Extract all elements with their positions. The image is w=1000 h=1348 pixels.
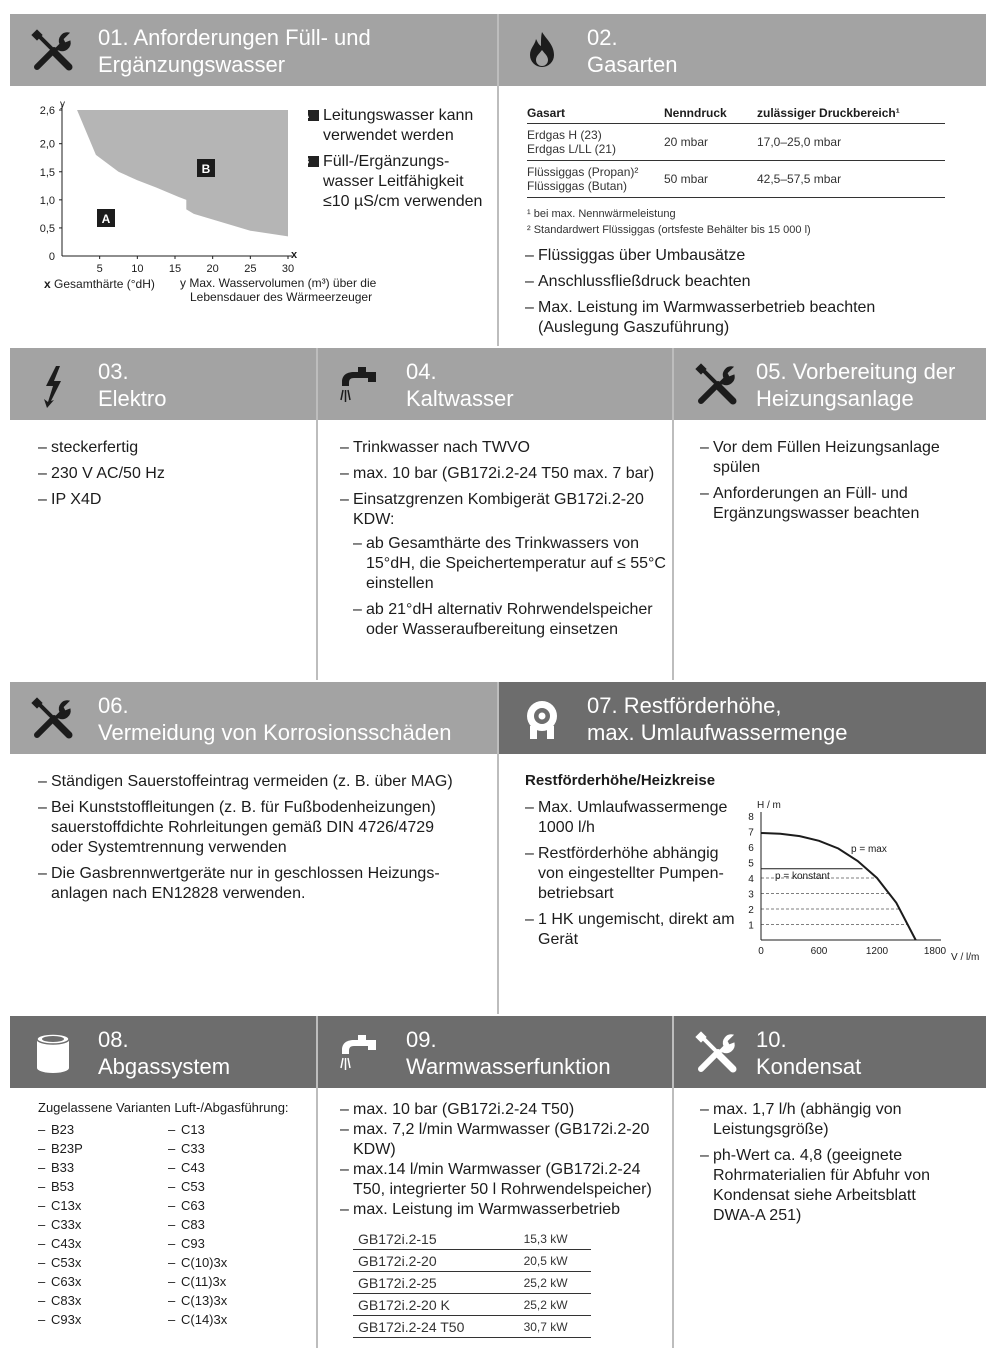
chart-x-axis-name: x bbox=[291, 249, 298, 261]
section-04 bbox=[318, 348, 672, 680]
list-item: – Trinkwasser nach TWVO bbox=[340, 438, 666, 458]
section-02-number: 02. bbox=[587, 25, 618, 50]
gas-cell bbox=[527, 161, 664, 198]
gas-footnotes bbox=[527, 206, 811, 238]
flue-pipe-icon bbox=[30, 1030, 76, 1076]
list-item: – C(10)3x bbox=[168, 1253, 288, 1272]
chart-x-ticks bbox=[97, 263, 295, 275]
tools-icon bbox=[694, 362, 740, 408]
legend-a-text: Leitungswasser kann verwendet werden bbox=[323, 107, 474, 144]
section-08 bbox=[10, 1016, 316, 1348]
list-item: – max. 10 bar (GB172i.2-24 T50 max. 7 bar) bbox=[340, 464, 666, 484]
list-item: – C43 bbox=[168, 1158, 288, 1177]
column-header: Nenndruck bbox=[664, 104, 757, 124]
list-item: – C63 bbox=[168, 1196, 288, 1215]
svg-text:A: A bbox=[101, 212, 111, 226]
sub-list-item: – ab 21°dH alternativ Rohrwendelspeicher oder Wasseraufbereitung einsetzen bbox=[353, 600, 666, 640]
legend-a bbox=[302, 106, 494, 146]
section-01-heading: Ergänzungswasser bbox=[98, 52, 286, 77]
list-item: – Bei Kunststoffleitungen (z. B. für Fußbodenheizungen) sauerstoffdichte Rohrleitungen gemäß DIN 4726/4729 oder Systemtrennung verwenden bbox=[38, 798, 468, 858]
section-09-title bbox=[406, 1026, 611, 1080]
list-item: – C(13)3x bbox=[168, 1291, 288, 1310]
gas-name: Erdgas H (23) bbox=[527, 128, 602, 142]
list-item: – C53x bbox=[38, 1253, 158, 1272]
power-cell: 25,2 kW bbox=[524, 1294, 591, 1316]
chart-region-a bbox=[97, 209, 115, 227]
table-row bbox=[353, 1316, 591, 1338]
x-tick-label: 5 bbox=[96, 263, 103, 275]
y-tick-label: 0,5 bbox=[39, 222, 55, 235]
section-07 bbox=[499, 682, 986, 1014]
table-row bbox=[353, 1272, 591, 1294]
power-cell: 30,7 kW bbox=[524, 1316, 591, 1338]
legend-a-tag: A bbox=[308, 110, 319, 121]
list-item: – C13x bbox=[38, 1196, 158, 1215]
section-07-number: 07. Restförderhöhe, bbox=[587, 693, 782, 718]
y-tick-label: 1 bbox=[748, 920, 754, 932]
section-06-list bbox=[38, 772, 468, 910]
section-04-list bbox=[340, 438, 666, 646]
chart-legend bbox=[302, 106, 494, 212]
x-tick-label: 15 bbox=[168, 263, 182, 275]
x-tick-label: 1200 bbox=[865, 946, 889, 957]
list-item: – ph-Wert ca. 4,8 (geeignete Rohrmaterialien für Abfuhr von Kondensat siehe Arbeitsblatt DWA-A 251) bbox=[700, 1146, 960, 1226]
list-item: – C83 bbox=[168, 1215, 288, 1234]
nenndruck-cell: 50 mbar bbox=[664, 161, 757, 198]
y-tick-label: 7 bbox=[748, 827, 754, 839]
list-item: – B53 bbox=[38, 1177, 158, 1196]
section-05-header bbox=[674, 348, 986, 420]
table-row bbox=[353, 1250, 591, 1272]
gas-name: Erdgas L/LL (21) bbox=[527, 142, 616, 156]
chart-y-ticks bbox=[40, 105, 55, 263]
series-p-max-line bbox=[761, 833, 916, 940]
gas-cell bbox=[527, 124, 664, 161]
section-09-header bbox=[318, 1016, 672, 1088]
list-item: – Ständigen Sauerstoffeintrag vermeiden (z. B. über MAG) bbox=[38, 772, 468, 792]
chart-x-axis-name: V / l/m bbox=[951, 952, 980, 963]
faucet-icon bbox=[338, 1030, 384, 1076]
section-04-header bbox=[318, 348, 672, 420]
x-label-prefix: x bbox=[44, 277, 51, 291]
list-item: – steckerfertig bbox=[38, 438, 298, 458]
section-07-heading: max. Umlaufwassermenge bbox=[587, 720, 848, 745]
section-02-heading: Gasarten bbox=[587, 52, 678, 77]
list-item: – B23 bbox=[38, 1120, 158, 1139]
tools-icon bbox=[694, 1030, 740, 1076]
list-item-text: Einsatzgrenzen Kombigerät GB172i.2-20 KDW: bbox=[353, 491, 644, 528]
table-row bbox=[353, 1294, 591, 1316]
x-tick-label: 20 bbox=[206, 263, 219, 275]
section-09-heading: Warmwasserfunktion bbox=[406, 1054, 611, 1079]
chart-region-b bbox=[197, 159, 215, 177]
section-05 bbox=[674, 348, 986, 680]
section-01-number: 01. Anforderungen Füll- und bbox=[98, 25, 371, 50]
x-label-text: Gesamthärte (°dH) bbox=[54, 277, 155, 291]
column-header: zulässiger Druckbereich¹ bbox=[757, 104, 945, 124]
gas-name: Flüssiggas (Butan) bbox=[527, 179, 628, 193]
list-item: – C(14)3x bbox=[168, 1310, 288, 1329]
section-05-title bbox=[756, 358, 955, 412]
legend-b bbox=[302, 152, 494, 212]
y-tick-label: 4 bbox=[748, 874, 754, 885]
section-10-number: 10. bbox=[756, 1027, 787, 1052]
pump-icon bbox=[519, 696, 565, 742]
section-03 bbox=[10, 348, 316, 680]
table-row bbox=[527, 161, 945, 198]
x-tick-label: 0 bbox=[758, 946, 764, 957]
x-tick-label: 30 bbox=[281, 263, 295, 275]
section-05-heading: Heizungsanlage bbox=[756, 386, 914, 411]
variant-list-1 bbox=[38, 1120, 158, 1329]
list-item: – C83x bbox=[38, 1291, 158, 1310]
druckbereich-cell: 42,5–57,5 mbar bbox=[757, 161, 945, 198]
list-item: – C93 bbox=[168, 1234, 288, 1253]
section-10-heading: Kondensat bbox=[756, 1054, 862, 1079]
y-tick-label: 2 bbox=[748, 905, 754, 916]
druckbereich-cell: 17,0–25,0 mbar bbox=[757, 124, 945, 161]
power-cell: 20,5 kW bbox=[524, 1250, 591, 1272]
series-p-max-label: p = max bbox=[851, 844, 887, 855]
section-07-title bbox=[587, 692, 847, 746]
section-01-header bbox=[10, 14, 497, 86]
x-tick-label: 10 bbox=[131, 263, 144, 275]
tools-icon bbox=[30, 28, 76, 74]
section-03-title bbox=[98, 358, 166, 412]
section-03-header bbox=[10, 348, 316, 420]
section-06-heading: Vermeidung von Korrosionsschäden bbox=[98, 720, 452, 745]
sub-list-item: – ab Gesamthärte des Trinkwassers von 15°dH, die Speichertemperatur auf ≤ 55°C einstellen bbox=[353, 534, 666, 594]
y-label-text: Max. Wasservolumen (m³) über die Lebensdauer des Wärmeerzeuger bbox=[189, 276, 377, 304]
list-item: – max.14 l/min Warmwasser (GB172i.2-24 T50, integrierter 50 l Rohrwendelspeicher) bbox=[340, 1160, 666, 1200]
list-item: – B33 bbox=[38, 1158, 158, 1177]
table-header-row bbox=[527, 104, 945, 124]
list-item: – Flüssiggas über Umbausätze bbox=[525, 246, 905, 266]
y-tick-label: 5 bbox=[748, 858, 754, 870]
model-cell: GB172i.2-15 bbox=[353, 1228, 524, 1250]
section-03-number: 03. bbox=[98, 359, 129, 384]
list-item: – max. 7,2 l/min Warmwasser (GB172i.2-20 KDW) bbox=[340, 1120, 666, 1160]
x-tick-label: 1800 bbox=[923, 946, 947, 957]
pump-curve-chart bbox=[739, 794, 985, 964]
section-03-list bbox=[38, 438, 298, 516]
nenndruck-cell: 20 mbar bbox=[664, 124, 757, 161]
y-tick-label: 8 bbox=[748, 812, 754, 823]
list-item: – Die Gasbrennwertgeräte nur in geschlossen Heizungs-anlagen nach EN12828 verwenden. bbox=[38, 864, 468, 904]
chart-x-ticks bbox=[758, 946, 946, 957]
list-item: – IP X4D bbox=[38, 490, 298, 510]
list-item: – C33x bbox=[38, 1215, 158, 1234]
section-03-heading: Elektro bbox=[98, 386, 167, 411]
section-09-number: 09. bbox=[406, 1027, 437, 1052]
section-02-title bbox=[587, 24, 678, 78]
list-item: – C63x bbox=[38, 1272, 158, 1291]
section-06-header bbox=[10, 682, 497, 754]
y-tick-label: 6 bbox=[748, 843, 754, 854]
section-02-header bbox=[499, 14, 986, 86]
gas-name: Flüssiggas (Propan)² bbox=[527, 165, 639, 179]
chart-x-label bbox=[44, 276, 184, 292]
section-08-number: 08. bbox=[98, 1027, 129, 1052]
section-04-number: 04. bbox=[406, 359, 437, 384]
gas-table bbox=[527, 104, 945, 198]
list-item: – Max. Umlaufwassermenge 1000 l/h bbox=[525, 798, 735, 838]
x-tick-label: 25 bbox=[244, 263, 257, 275]
footnote-2: ² Standardwert Flüssiggas (ortsfeste Behälter bis 15 000 l) bbox=[527, 224, 811, 236]
section-08-heading: Abgassystem bbox=[98, 1054, 231, 1079]
list-item: – max. 1,7 l/h (abhängig von Leistungsgröße) bbox=[700, 1100, 960, 1140]
section-05-list bbox=[700, 438, 970, 530]
chart-y-ticks bbox=[748, 812, 754, 932]
y-tick-label: 2,0 bbox=[39, 138, 55, 151]
list-item: – Anforderungen an Füll- und Ergänzungswasser beachten bbox=[700, 484, 970, 524]
flame-icon bbox=[519, 28, 565, 74]
section-10-list bbox=[700, 1100, 960, 1232]
section-01-title bbox=[98, 24, 371, 78]
series-p-konstant-label: p = konstant bbox=[775, 871, 830, 882]
svg-text:B: B bbox=[201, 162, 211, 176]
tools-icon bbox=[30, 696, 76, 742]
section-09 bbox=[318, 1016, 672, 1348]
variant-list-2 bbox=[168, 1120, 288, 1329]
section-01 bbox=[10, 14, 497, 346]
section-10 bbox=[674, 1016, 986, 1348]
list-item: – max. Leistung im Warmwasserbetrieb bbox=[340, 1200, 666, 1220]
section-07-list bbox=[525, 798, 735, 956]
section-05-number: 05. Vorbereitung der bbox=[756, 359, 956, 384]
y-tick-label: 1,0 bbox=[39, 194, 55, 207]
y-tick-label: 1,5 bbox=[39, 166, 55, 179]
section-08-title bbox=[98, 1026, 230, 1080]
list-item: – C93x bbox=[38, 1310, 158, 1329]
lightning-icon bbox=[30, 362, 76, 408]
list-item: – B23P bbox=[38, 1139, 158, 1158]
table-row bbox=[527, 124, 945, 161]
legend-b-tag: B bbox=[308, 156, 319, 167]
list-item: – Restförderhöhe abhängig von eingestellter Pumpen-betriebsart bbox=[525, 844, 735, 904]
list-item: – 230 V AC/50 Hz bbox=[38, 464, 298, 484]
y-label-prefix: y bbox=[180, 276, 186, 290]
section-04-sublist bbox=[353, 534, 666, 640]
table-row bbox=[353, 1228, 591, 1250]
model-cell: GB172i.2-25 bbox=[353, 1272, 524, 1294]
chart-area-b bbox=[62, 110, 288, 236]
chart-y-axis-name: H / m bbox=[757, 800, 781, 811]
section-10-header bbox=[674, 1016, 986, 1088]
section-06-title bbox=[98, 692, 451, 746]
list-item: – Vor dem Füllen Heizungsanlage spülen bbox=[700, 438, 970, 478]
column-header: Gasart bbox=[527, 104, 664, 124]
list-item: – 1 HK ungemischt, direkt am Gerät bbox=[525, 910, 735, 950]
y-tick-label: 3 bbox=[748, 889, 754, 901]
chart-y-axis-name: y bbox=[60, 99, 65, 110]
section-02 bbox=[499, 14, 986, 346]
section-02-list bbox=[525, 246, 905, 344]
chart-grid bbox=[761, 878, 908, 925]
section-08-header bbox=[10, 1016, 316, 1088]
section-07-header bbox=[499, 682, 986, 754]
list-item: – Max. Leistung im Warmwasserbetrieb beachten (Auslegung Gaszuführung) bbox=[525, 298, 905, 338]
section-04-title bbox=[406, 358, 514, 412]
list-item: – C(11)3x bbox=[168, 1272, 288, 1291]
model-cell: GB172i.2-24 T50 bbox=[353, 1316, 524, 1338]
section-08-intro: Zugelassene Varianten Luft-/Abgasführung: bbox=[38, 1100, 289, 1115]
chart-y-label bbox=[180, 276, 420, 304]
faucet-icon bbox=[338, 362, 384, 408]
legend-b-text: Füll-/Ergänzungs-wasser Leitfähigkeit ≤10 µS/cm verwenden bbox=[323, 153, 483, 210]
section-09-list bbox=[340, 1100, 666, 1220]
x-tick-label: 600 bbox=[810, 946, 828, 957]
power-cell: 15,3 kW bbox=[524, 1228, 591, 1250]
list-item bbox=[340, 490, 666, 640]
footnote-1: ¹ bei max. Nennwärmeleistung bbox=[527, 208, 676, 220]
model-cell: GB172i.2-20 bbox=[353, 1250, 524, 1272]
list-item: – Anschlussfließdruck beachten bbox=[525, 272, 905, 292]
y-tick-label: 2,6 bbox=[39, 105, 55, 117]
power-table bbox=[353, 1228, 591, 1338]
section-07-subtitle: Restförderhöhe/Heizkreise bbox=[525, 772, 716, 789]
list-item: – C33 bbox=[168, 1139, 288, 1158]
section-10-title bbox=[756, 1026, 861, 1080]
list-item: – C53 bbox=[168, 1177, 288, 1196]
list-item: – max. 10 bar (GB172i.2-24 T50) bbox=[340, 1100, 666, 1120]
y-tick-label: 0 bbox=[48, 251, 55, 263]
section-06 bbox=[10, 682, 497, 1014]
section-04-heading: Kaltwasser bbox=[406, 386, 514, 411]
list-item: – C43x bbox=[38, 1234, 158, 1253]
power-cell: 25,2 kW bbox=[524, 1272, 591, 1294]
section-06-number: 06. bbox=[98, 693, 129, 718]
model-cell: GB172i.2-20 K bbox=[353, 1294, 524, 1316]
list-item: – C13 bbox=[168, 1120, 288, 1139]
